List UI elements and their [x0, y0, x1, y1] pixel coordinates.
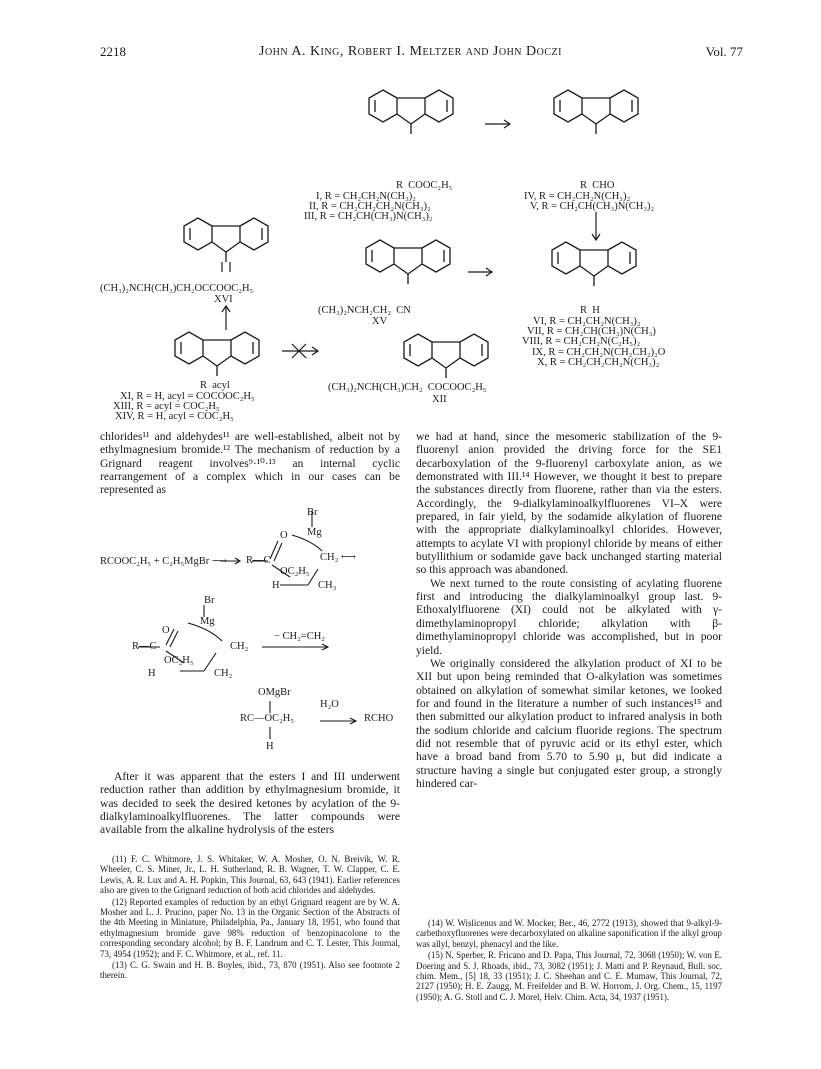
label-xii: XII	[432, 394, 447, 405]
label-ii: II, R = CH₂CH₂CH₂N(CH₃)₂	[309, 201, 431, 212]
fluorene-structure-xi	[175, 332, 259, 376]
label-i-iii-substituent: R COOC₂H₅	[396, 180, 453, 191]
right-paragraph-3: We originally considered the alkylation product of XI to be XII but upon being reminded that O-alkylation was sometimes obtained on alkylation of somewhat similar ketones, we looked for and found in the literature a number of such instances¹⁵ and then submitted our alkylation product to infrared analysis in both the sodium chloride and calcium fluoride regions. The spectrum did not resemble that of pyruvic acid or its ethyl ester, which have a broad band from 5.70 to 5.90 μ, but did indicate a structure having a single but conjugated ester group, a strongly hindered car-	[416, 656, 722, 790]
equation-1-ch3: CH₃	[318, 580, 337, 591]
equation-1-br: Br	[307, 507, 318, 518]
equation-2-arrow-label: − CH₂=CH₂	[274, 631, 325, 642]
footnote-11: (11) F. C. Whitmore, J. S. Whitaker, W. A. Mosher, O. N. Breivik, W. R. Wheeler, C. S. Miner, Jr., L. H. Sutherland, R. B. Wagner, T. W. Clapper, C. E. Lewis, A. R. Lux and A. H. Popkin, This Journal, 63, 643 (1941). Earlier references also are given to the Grignard reduction of both acid chlorides and aldehydes.	[100, 854, 400, 896]
equation-2-ch2: CH₂	[230, 641, 249, 652]
equation-3-arrow-label: H₂O	[320, 699, 339, 710]
footnote-14: (14) W. Wislicenus and W. Mocker, Ber., 46, 2772 (1913), showed that 9-alkyl-9-carbethoxyfluorenes were decarboxylated on alkaline saponification if the alkyl group was allyl, benzyl, phenacyl and the like.	[416, 918, 722, 949]
equation-3-h: H	[266, 741, 274, 752]
left-paragraph-1: chlorides¹¹ and aldehydes¹¹ are well-established, albeit not by ethylmagnesium bromide.¹² The mechanism of reduction by a Grignard reagent involves⁹·¹⁰·¹³ an internal cyclic rearrangement of a complex which in our cases can be represented as	[100, 430, 400, 497]
right-paragraph-2: We next turned to the route consisting of acylating fluorene first and introducing the dialkylaminoalkyl group last. 9-Ethoxalylfluorene (XI) could not be alkylated with γ-dimethylaminopropyl chloride; alkylation with β-dimethylaminopropyl chloride was accomplished, but in poor yield.	[416, 576, 722, 657]
equation-1-mg: Mg	[307, 527, 322, 538]
label-xv-formula: (CH₃)₂NCH₂CH₂ CN	[318, 305, 411, 316]
label-xiii: XIII, R = acyl = COC₂H₅	[113, 401, 220, 412]
page-number: 2218	[100, 44, 126, 59]
label-xiv: XIV, R = H, acyl = COC₂H₅	[115, 411, 234, 422]
left-column-intro	[100, 430, 400, 497]
right-column-body	[416, 430, 722, 790]
label-x: X, R = CH₂CH₂CH₂N(CH₃)₂	[537, 357, 660, 368]
label-v: V, R = CH₂CH(CH₃)N(CH₃)₂	[530, 201, 655, 212]
equation-2-o: O	[162, 625, 170, 636]
fluorene-structure-xvi	[184, 218, 268, 262]
crossed-reaction-arrow	[282, 344, 318, 358]
equation-2-carbon: R—C	[132, 641, 157, 652]
equation-2-h: H	[148, 668, 156, 679]
equation-2-ch2-lower: CH₂	[214, 668, 233, 679]
label-vii: VII, R = CH₂CH(CH₃)N(CH₃)	[527, 326, 656, 337]
footnote-15: (15) N. Sperber, R. Fricano and D. Papa, This Journal, 72, 3068 (1950); W. von E. Doering and S. J. Rhoads, ibid., 73, 3082 (1951); J. Matti and P. Reynaud, Bull. soc. chim. Mem., [5] 18, 33 (1951); J. C. Sheehan and C. E. Mumaw, This Journal, 72, 2127 (1950); H. E. Zaugg, M. Freifelder and B. W. Horrom, J. Org. Chem., 15, 1197 (1950); A. G. Stoll and C. J. Morel, Helv. Chim. Acta, 34, 1937 (1951).	[416, 950, 722, 1002]
equation-1-reactants: RCOOC₂H₅ + C₂H₅MgBr ⟶	[100, 556, 227, 567]
equation-3-product: RCHO	[364, 713, 394, 724]
footnote-12: (12) Reported examples of reduction by an ethyl Grignard reagent are by W. A. Mosher and L. J. Prucino, paper No. 13 in the Organic Section of the Abstracts of the 4th Meeting in Miniature, Philadelphia, Pa., January 18, 1951, who found that ethylmagnesium bromide gave 98% reduction of benzopinacolone to the corresponding secondary alcohol; by B. F. Landrum and C. T. Lester, This Journal, 73, 4954 (1952); and F. C. Whitmore, et al., ref. 11.	[100, 896, 400, 959]
left-footnotes	[100, 854, 400, 982]
running-header-authors: John A. King, Robert I. Meltzer and John Doczi	[259, 44, 562, 59]
label-iv-v-substituent: R CHO	[580, 180, 615, 191]
label-i: I, R = CH₂CH₂N(CH₃)₂	[316, 191, 416, 202]
fluorene-structure-i-iii	[369, 90, 453, 134]
volume-label: Vol. 77	[705, 44, 743, 59]
reaction-arrow-top	[485, 120, 510, 128]
label-vi-x-substituent: R H	[580, 305, 600, 316]
fluorene-structure-vi-x	[552, 242, 636, 286]
equation-1-oet: OC₂H₅	[280, 566, 310, 577]
fluorene-structure-xii	[404, 334, 488, 378]
reaction-arrow-middle	[468, 268, 492, 276]
equation-2-br: Br	[204, 595, 215, 606]
equation-1-carbon: R—C	[246, 555, 271, 566]
equation-3-omgbr: OMgBr	[258, 687, 291, 698]
label-xv: XV	[372, 316, 388, 327]
label-iii: III, R = CH₂CH(CH₃)N(CH₃)₂	[304, 211, 433, 222]
left-column-body	[100, 770, 400, 837]
label-xvi: XVI	[214, 294, 233, 305]
equation-2-mg: Mg	[200, 616, 215, 627]
label-ix: IX, R = CH₂CH₂N(CH₂CH₂)₂O	[532, 347, 666, 358]
equation-3-carbon: RC—OC₂H₅	[240, 713, 294, 724]
equation-1-h: H	[272, 580, 280, 591]
right-paragraph-1: we had at hand, since the mesomeric stabilization of the 9-fluorenyl anion provided the driving force for the SE1 decarboxylation of the 9-fluorenyl carboxylate anion, as we demonstrated with III.¹⁴ However, we thought it best to prepare the substances directly from fluorene, rather than via the esters. Accordingly, the 9-dialkylaminoalkylfluorenes VI–X were prepared, in fair yield, by the sodamide alkylation of fluorene with the appropriate dialkylaminoalkyl chlorides. However, attempts to acylate VI with propionyl chloride by means of either butyllithium or sodamide gave back unchanged starting material so this approach was abandoned.	[416, 430, 722, 577]
reaction-arrow-up	[222, 306, 230, 330]
reaction-arrow-down	[592, 212, 600, 240]
label-xii-formula: (CH₃)₂NCH(CH₃)CH₂ COCOOC₂H₅	[328, 382, 487, 393]
label-xi-substituent: R acyl	[200, 380, 230, 391]
equation-2-oet: OC₂H₅	[164, 655, 194, 666]
label-xi: XI, R = H, acyl = COCOOC₂H₅	[120, 391, 255, 402]
equation-1-carbonyl: O	[280, 530, 288, 541]
label-vi: VI, R = CH₂CH₂N(CH₃)₂	[533, 316, 641, 327]
fluorene-structure-xv	[366, 240, 450, 284]
label-viii: VIII, R = CH₂CH₂N(C₂H₅)₂	[522, 336, 641, 347]
label-xvi-formula: (CH₃)₂NCH(CH₃)CH₂OCCOOC₂H₅	[100, 283, 254, 294]
equation-1-ch2: CH₂ ⟷	[320, 552, 356, 563]
label-iv: IV, R = CH₂CH₂N(CH₃)₂	[524, 191, 631, 202]
footnote-13: (13) C. G. Swain and H. B. Boyles, ibid., 73, 870 (1951). Also see footnote 2 therein.	[100, 960, 400, 981]
right-footnotes	[416, 918, 722, 1003]
left-paragraph-2: After it was apparent that the esters I and III underwent reduction rather than addition by ethylmagnesium bromide, it was decided to seek the desired ketones by acylation of the 9-dialkylaminoalkylfluorenes. The latter compounds were available from the alkaline hydrolysis of the esters	[100, 770, 400, 837]
fluorene-structure-iv-v	[554, 90, 638, 134]
